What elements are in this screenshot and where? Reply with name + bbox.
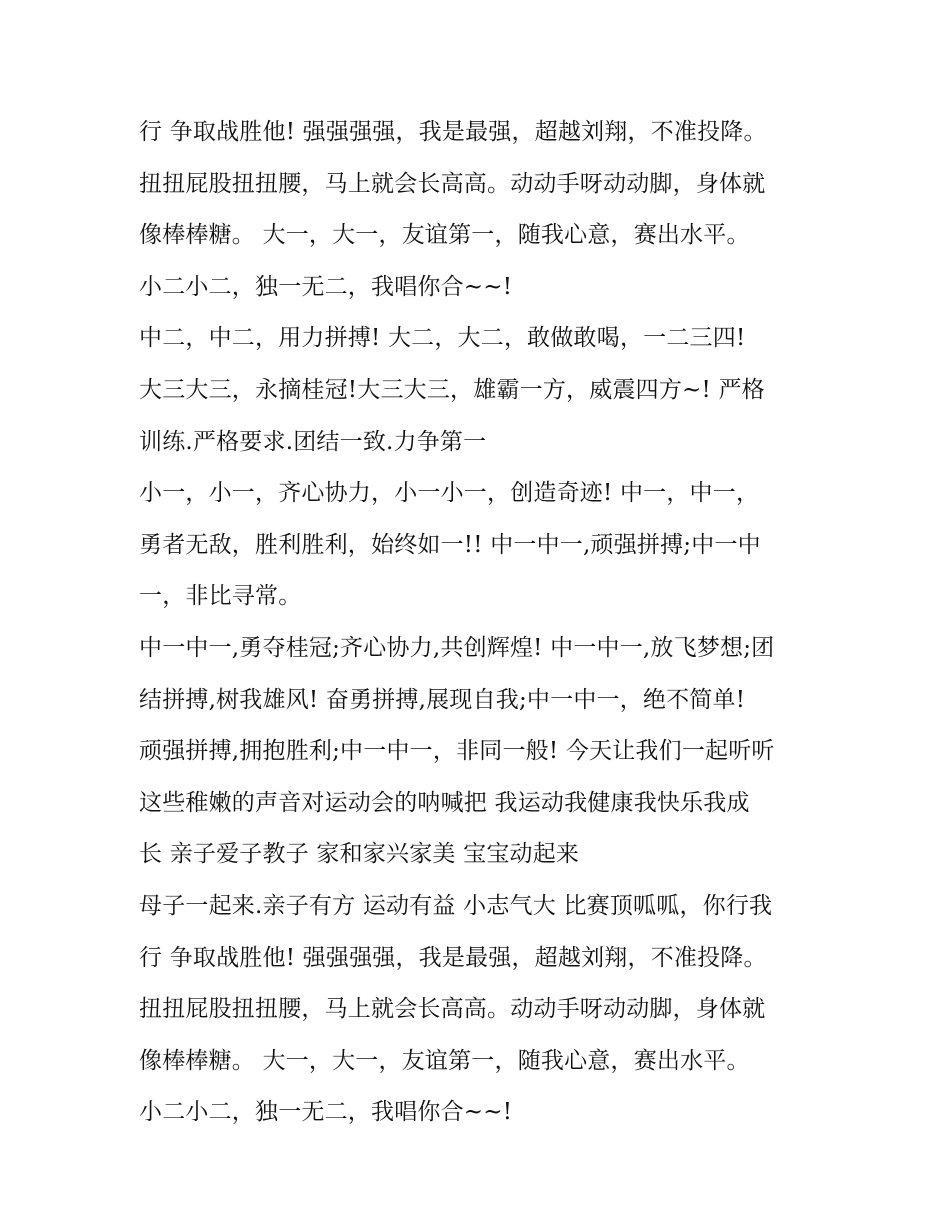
text-line: 中二，中二，用力拼搏! 大二，大二，敢做敢喝，一二三四! [139, 325, 746, 352]
text-line: 大三大三，永摘桂冠!大三大三，雄霸一方，威震四方~! 严格 [139, 376, 765, 403]
text-line: 小二小二，独一无二，我唱你合~~! [139, 1099, 513, 1126]
text-line: 这些稚嫩的声音对运动会的呐喊把 我运动我健康我快乐我成 [139, 789, 750, 816]
body-text [139, 107, 819, 1139]
text-line: 小二小二，独一无二，我唱你合~~! [139, 273, 513, 300]
text-line: 一，非比寻常。 [139, 583, 302, 610]
text-line: 中一中一,勇夺桂冠;齐心协力,共创辉煌! 中一中一,放飞梦想;团 [139, 634, 775, 661]
text-line: 结拼搏,树我雄风! 奋勇拼搏,展现自我;中一中一，绝不简单! [139, 686, 746, 713]
text-line: 母子一起来.亲子有方 运动有益 小志气大 比赛顶呱呱，你行我 [139, 892, 773, 919]
text-line: 行 争取战胜他! 强强强强，我是最强，超越刘翔，不准投降。 [139, 944, 767, 971]
text-line: 行 争取战胜他! 强强强强，我是最强，超越刘翔，不准投降。 [139, 119, 767, 145]
text-line: 扭扭屁股扭扭腰，马上就会长高高。动动手呀动动脚，身体就 [139, 996, 766, 1023]
text-line: 像棒棒糖。 大一，大一，友谊第一，随我心意，赛出水平。 [139, 222, 750, 249]
text-line: 小一，小一，齐心协力，小一小一，创造奇迹! 中一，中一， [139, 480, 760, 507]
text-line: 长 亲子爱子教子 家和家兴家美 宝宝动起来 [139, 841, 580, 868]
text-line: 训练.严格要求.团结一致.力争第一 [139, 428, 487, 455]
text-line: 扭扭屁股扭扭腰，马上就会长高高。动动手呀动动脚，身体就 [139, 170, 766, 197]
text-line: 顽强拼搏,拥抱胜利;中一中一，非同一般! 今天让我们一起听听 [139, 738, 775, 765]
text-line: 像棒棒糖。 大一，大一，友谊第一，随我心意，赛出水平。 [139, 1047, 750, 1074]
text-line: 勇者无敌，胜利胜利，始终如一!! 中一中一,顽强拼搏;中一中 [139, 531, 761, 558]
